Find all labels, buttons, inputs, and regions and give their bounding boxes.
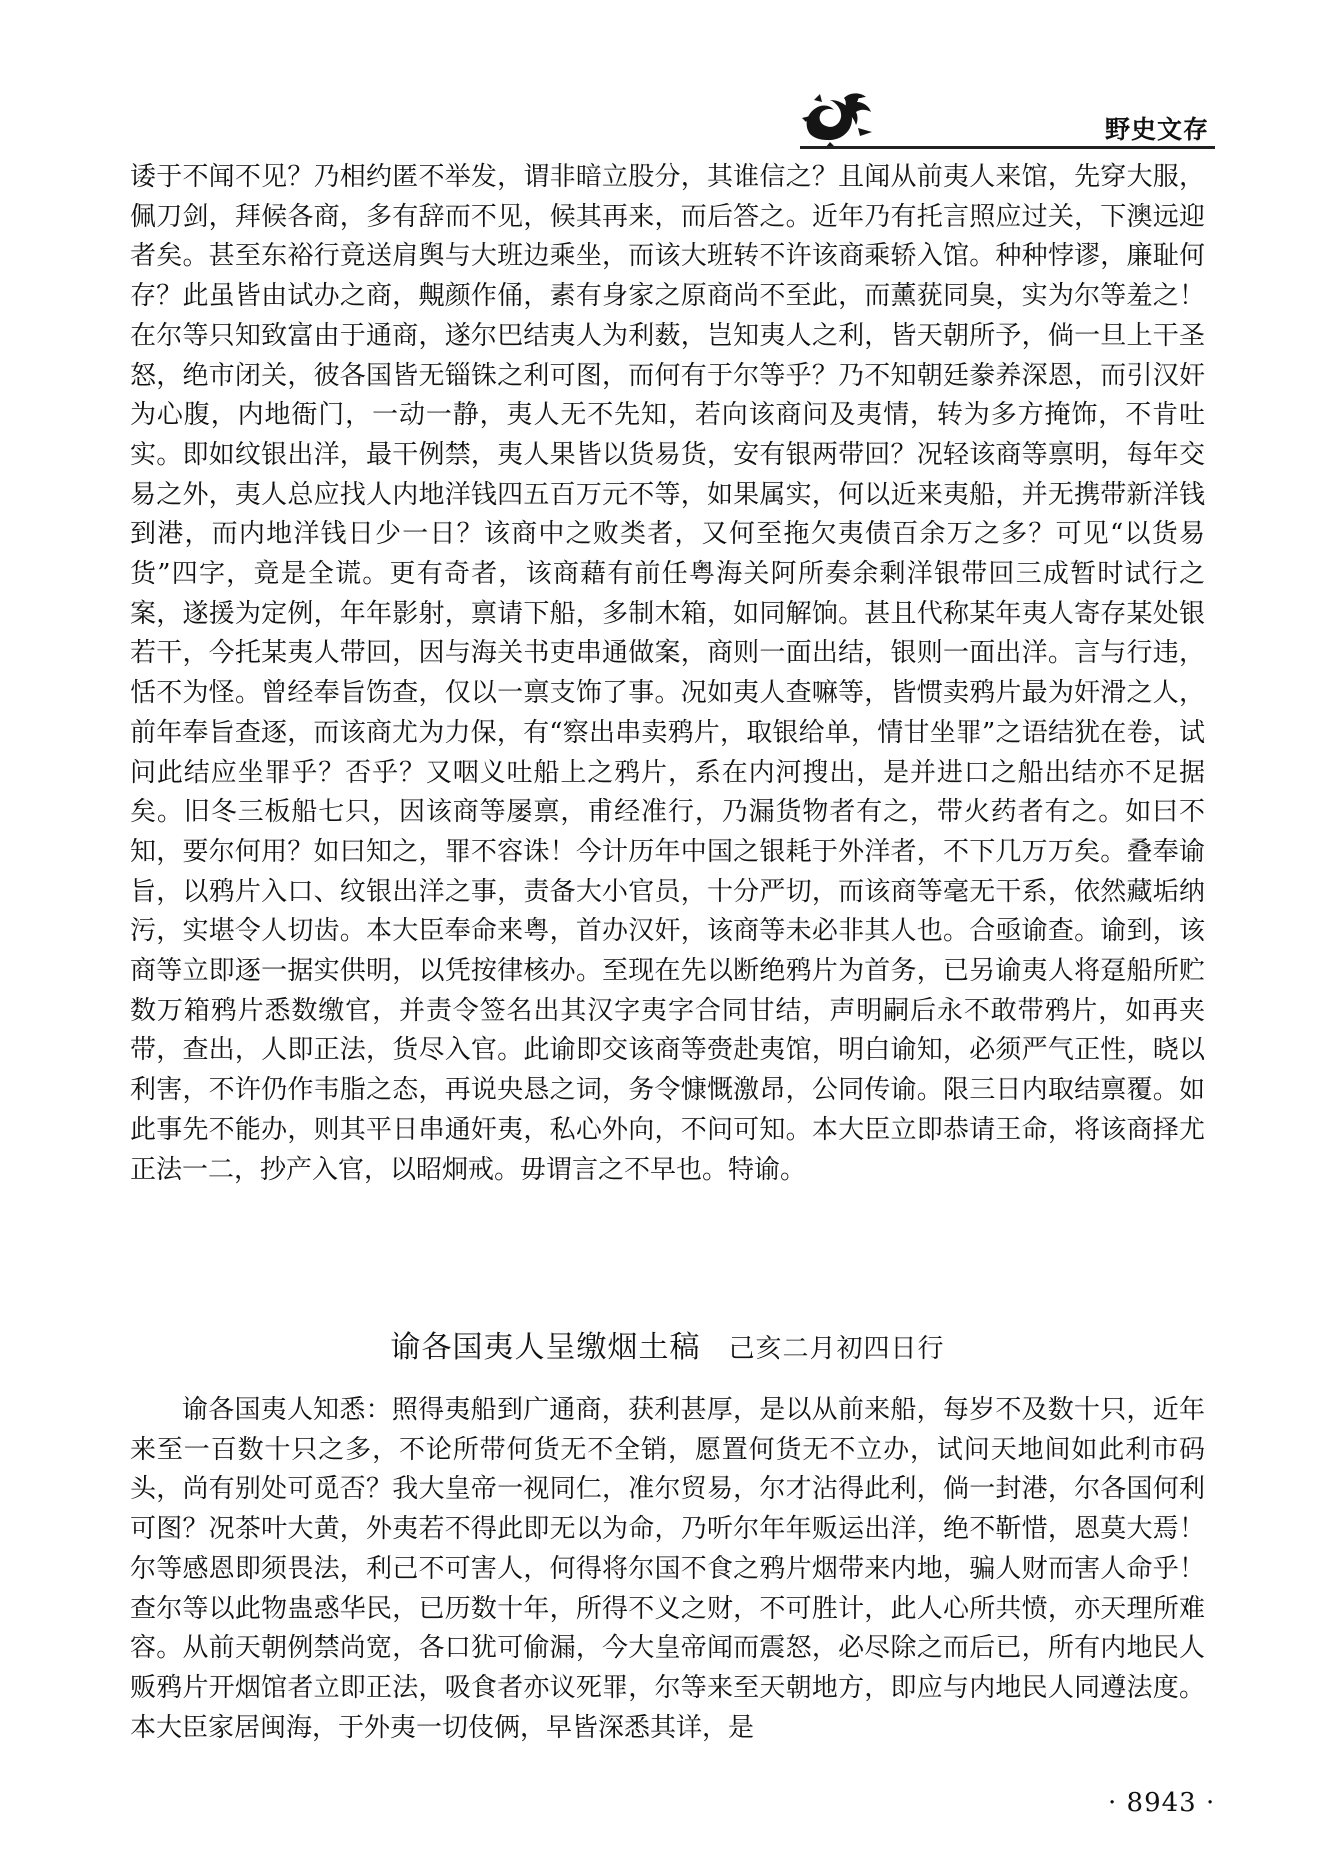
body-text-continued: 诿于不闻不见？乃相约匿不举发，谓非暗立股分，其谁信之？且闻从前夷人来馆，先穿大服，佩刀剑，拜候各商，多有辞而不见，候其再来，而后答之。近年乃有托言照应过关，下澳远迎者矣。甚至东裕行竟送肩舆与大班边乘坐，而该大班转不许该商乘轿入馆。种种悖谬，廉耻何存？此虽皆由试办之商，覥颜作俑，素有身家之原商尚不至此，而薰莸同臭，实为尔等羞之！在尔等只知致富由于通商，遂尔巴结夷人为利薮，岂知夷人之利，皆天朝所予，倘一旦上干圣怒，绝市闭关，彼各国皆无锱铢之利可图，而何有于尔等乎？乃不知朝廷豢养深恩，而引汉奸为心腹，内地衙门，一动一静，夷人无不先知，若向该商问及夷情，转为多方掩饰，不肯吐实。即如纹银出洋，最干例禁，夷人果皆以货易货，安有银两带回？况轻该商等禀明，每年交易之外，夷人总应找人内地洋钱四五百万元不等，如果属实，何以近来夷船，并无携带新洋钱到港，而内地洋钱日少一日？该商中之败类者，又何至拖欠夷债百余万之多？可见“以货易货”四字，竟是全谎。更有奇者，该商藉有前任粤海关阿所奏余剩洋银带回三成暂时试行之案，遂援为定例，年年影射，禀请下船，多制木箱，如同解饷。甚且代称某年夷人寄存某处银若干，今托某夷人带回，因与海关书吏串通做案，商则一面出结，银则一面出洋。言与行违，恬不为怪。曾经奉旨饬查，仅以一禀支饰了事。况如夷人查嘛等，皆惯卖鸦片最为奸滑之人，前年奉旨查逐，而该商尤为力保，有“察出串卖鸦片，取银给单，情甘坐罪”之语结犹在卷，试问此结应坐罪乎？否乎？又咽义吐船上之鸦片，系在内河搜出，是并进口之船出结亦不足据矣。旧冬三板船七只，因该商等屡禀，甫经准行，乃漏货物者有之，带火药者有之。如曰不知，要尔何用？如曰知之，罪不容诛！今计历年中国之银耗于外洋者，不下几万万矣。叠奉谕旨，以鸦片入口、纹银出洋之事，责备大小官员，十分严切，而该商等毫无干系，依然藏垢纳污，实堪令人切齿。本大臣奉命来粤，首办汉奸，该商等未必非其人也。合亟谕查。谕到，该商等立即逐一据实供明，以凭按律核办。至现在先以断绝鸦片为首务，已另谕夷人将趸船所贮数万箱鸦片悉数缴官，并责令签名出其汉字夷字合同甘结，声明嗣后永不敢带鸦片，如再夹带，查出，人即正法，货尽入官。此谕即交该商等赍赴夷馆，明白谕知，必须严气正性，晓以利害，不许仍作韦脂之态，再说央恳之词，务令慷慨激昂，公同传谕。限三日内取结禀覆。如此事先不能办，则其平日串通奸夷，私心外向，不问可知。本大臣立即恭请王命，将该商择尤正法一二，抄产入官，以昭炯戒。毋谓言之不早也。特谕。 [130,162,1205,1185]
page-header [0,0,1322,150]
dragon-emblem-icon [800,88,876,150]
book-title: 野史文存 [1105,115,1210,144]
header-rule [800,146,1215,149]
section-heading [130,1328,1205,1369]
body-text-section: 谕各国夷人知悉：照得夷船到广通商，获利甚厚，是以从前来船，每岁不及数十只，近年来至一百数十只之多，不论所带何货无不全销，愿置何货无不立办，试问天地间如此利市码头，尚有别处可觅否？我大皇帝一视同仁，准尔贸易，尔才沾得此利，倘一封港，尔各国何利可图？况茶叶大黄，外夷若不得此即无以为命，乃听尔年年贩运出洋，绝不靳惜，恩莫大焉！尔等感恩即须畏法，利己不可害人，何得将尔国不食之鸦片烟带来内地，骗人财而害人命乎！查尔等以此物蛊惑华民，已历数十年，所得不义之财，不可胜计，此人心所共愤，亦天理所难容。从前天朝例禁尚宽，各口犹可偷漏，今大皇帝闻而震怒，必尽除之而后已，所有内地民人贩鸦片开烟馆者立即正法，吸食者亦议死罪，尔等来至天朝地方，即应与内地民人同遵法度。本大臣家居闽海，于外夷一切伎俩，早皆深悉其详，是 [130,1395,1205,1743]
page-number: · 8943 · [1108,1788,1216,1818]
section-date-note: 己亥二月初四日行 [728,1334,945,1364]
section-title: 谕各国夷人呈缴烟土稿 [390,1330,701,1365]
